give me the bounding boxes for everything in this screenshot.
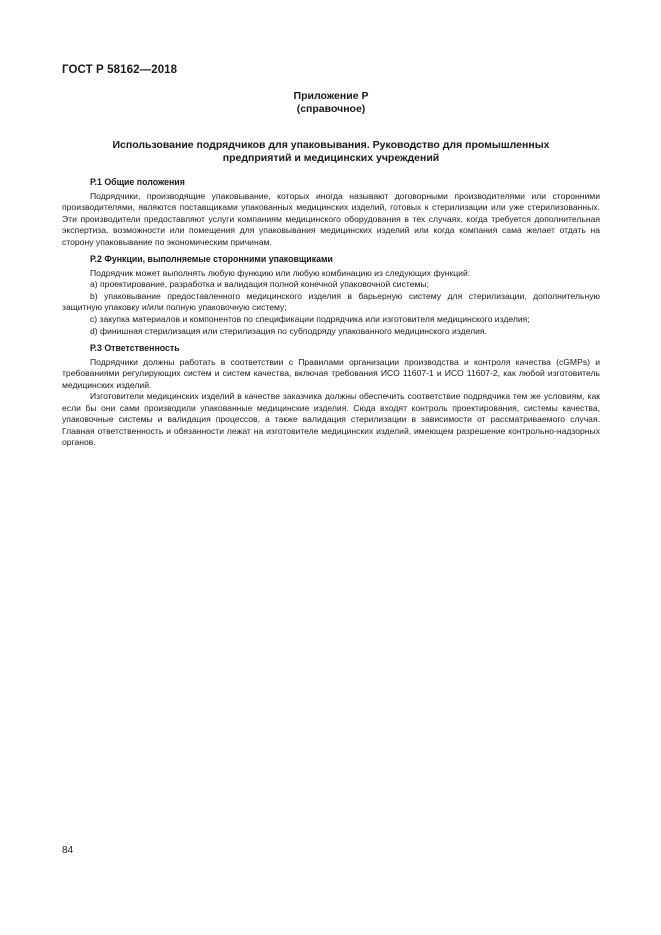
section-heading: Р.2 Функции, выполняемые сторонними упаковщиками [90,254,333,265]
paragraph: Подрядчик может выполнять любую функцию или любую комбинацию из следующих функций: [90,267,471,278]
document-body [62,177,600,449]
paragraph: Изготовители медицинских изделий в качестве заказчика должны обеспечить соответствие подрядчика тем же условиям, как если бы они сами производили упакованные медицинские изделия. Сюда входят контроль проектирования, системы качества, упаковочные системы и валидация процессов, а также валидация стерилизации в зависимости от рассматриваемого случая. Главная ответственность и обязанности лежат на изготовителе медицинских изделий, имеющем разрешение контрольно-надзорных органов. [62,391,600,448]
appendix-heading [62,90,600,116]
appendix-type: (справочное) [296,103,366,115]
list-item: d) финишная стерилизация или стерилизация по субподряду упакованного медицинского изделия. [90,325,487,336]
appendix-title-line-1: Использование подрядчиков для упаковывания. Руководство для промышленных [112,139,550,151]
standard-designation: ГОСТ Р 58162—2018 [62,64,178,76]
list-item: b) упаковывание предоставленного медицинского изделия в барьерную систему для стерилизации, дополнительную защитную упаковку и/или полную упаковочную систему; [62,290,600,313]
page-number: 84 [62,845,74,856]
section-p3 [62,343,600,449]
section-heading: Р.3 Ответственность [90,343,180,354]
section-p1 [62,177,600,248]
paragraph: Подрядчики должны работать в соответствии с Правилами организации производства и контроля качества (cGMPs) и требованиями регулирующих систем и систем качества, включая требования ИСО 11607-1 и ИСО 11607-2, как любой изготовитель медицинских изделий. [62,356,600,390]
paragraph: Подрядчики, производящие упаковывание, которых иногда называют договорными производителями или сторонними производителями, являются поставщиками упакованных медицинских изделий, готовых к стерилизации или уже стерилизованных. Эти производители предоставляют услуги компаниям медицинского оборудования в тех случаях, когда требуется дополнительная экспертиза, возможности или помещения для упаковывания медицинских изделий или когда компания сама желает отдать на сторону упаковывание по экономическим причинам. [62,190,600,247]
appendix-title [62,139,600,165]
section-p2 [62,254,600,337]
section-heading: Р.1 Общие положения [90,177,185,187]
appendix-label: Приложение Р [293,90,369,102]
appendix-title-line-2: предприятий и медицинских учреждений [222,152,440,164]
list-item: a) проектирование, разработка и валидация полной конечной упаковочной системы; [90,279,429,290]
list-item: c) закупка материалов и компонентов по спецификации подрядчика или изготовителя медицинского изделия; [90,314,530,325]
